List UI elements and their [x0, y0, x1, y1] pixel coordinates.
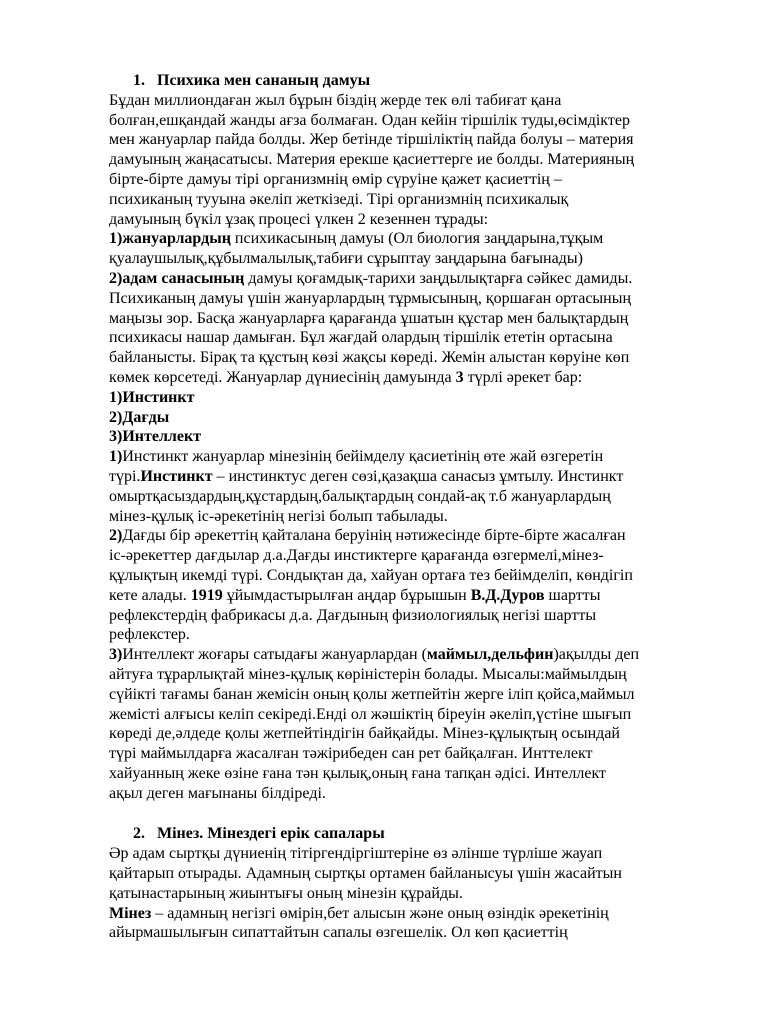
section-1-number: 1. — [133, 72, 145, 89]
skill-text: кете алады. — [109, 586, 191, 604]
text-line: болған,ешқандай жанды ағза болмаған. Одан кейін тіршілік туды,өсімдіктер — [109, 111, 630, 129]
section-1-title: Психика мен сананың дамуы — [157, 72, 371, 89]
intellect-number: 3) — [109, 646, 123, 664]
stage-2-term: 2)адам санасының — [109, 269, 245, 287]
skill-text: ұйымдастырылған аңдар бұрышын — [222, 586, 471, 604]
list-item-label: 1)Инстинкт — [109, 388, 195, 406]
activity-text: көмек көрсетеді. Жануарлар дүниесінің дамуында — [109, 368, 456, 386]
text-line: бірте-бірте дамуы тірі организмнің өмір сүруіне қажет қасиеттің – — [109, 170, 562, 188]
text-line: сүйікті тағамы банан жемісін оның қолы жетпейтін жерге іліп қойса,маймыл — [109, 685, 635, 703]
stage-1-text: психикасының дамуы (Ол биология заңдарына,тұқым — [230, 230, 604, 248]
definition-line — [109, 904, 745, 924]
text-line: Бұдан миллиондаған жыл бұрын біздің жерде тек өлі табиғат қана — [109, 91, 562, 109]
activity-line — [109, 368, 745, 388]
text-line: қатынастарының жиынтығы оның мінезін құрайды. — [109, 884, 463, 902]
list-item — [109, 408, 745, 428]
text-line: түрі маймылдарға жасалған тәжірибеден сан рет байқалған. Инттелект — [109, 745, 593, 763]
text-line: іс-әрекеттер дағдылар д.а.Дағды инстиктерге қарағанда өзгермелі,мінез- — [109, 547, 604, 565]
text-line: рефлекстер. — [109, 626, 190, 644]
list-item — [109, 427, 745, 447]
text-line: айырмашылығын сипаттайтын сапалы өзгешелік. Ол көп қасиеттің — [109, 924, 568, 942]
instinct-text: түрі. — [109, 467, 141, 485]
text-line: хайуанның жеке өзіне ғана тән қылық,оның ғана тапқан әдісі. Интеллект — [109, 764, 606, 782]
text-line: байланысты. Бірақ та құстың көзі жақсы көреді. Жемін алыстан көруіне көп — [109, 349, 630, 367]
skill-text: Дағды бір әрекеттің қайталана беруінің нәтижесінде бірте-бірте жасалған — [122, 527, 626, 545]
instinct-line — [109, 467, 745, 487]
stage-2-text: дамуы қоғамдық-тарихи заңдылықтарға сәйкес дамиды. — [244, 269, 633, 287]
text-line: Әр адам сыртқы дүниенің тітіргендіргіштеріне өз әлінше түрліше жауап — [109, 845, 603, 863]
text-line: қайтарып отырады. Адамның сыртқы ортамен байланысуы үшін жасайтын — [109, 865, 622, 883]
text-line: жемісті алғысы келіп секіреді.Енді ол жәшіктің біреуін әкеліп,үстіне шығып — [109, 705, 632, 723]
list-item-label: 2)Дағды — [109, 408, 170, 426]
text-line: дамуының жаңасатысы. Материя ерекше қасиеттерге ие болды. Материяның — [109, 151, 635, 169]
intellect-examples: маймыл,дельфин — [426, 646, 554, 664]
intellect-text: Интеллект жоғары сатыдағы жануарлардан ( — [122, 646, 427, 664]
instinct-text: – инстинктус деген сөзі,қазақша санасыз ұмтылу. Инстинкт — [212, 467, 624, 485]
skill-year: 1919 — [190, 586, 223, 604]
intellect-line — [109, 645, 745, 665]
activity-text-end: түрлі әрекет бар: — [463, 368, 583, 386]
section-spacer — [109, 803, 745, 824]
text-line: рефлекстердің фабрикасы д.а. Дағдының физиологиялық негізі шартты — [109, 606, 597, 624]
definition-term: Мінез — [109, 904, 152, 922]
text-line: дамуының бүкіл ұзақ процесі үлкен 2 кезеннен тұрады: — [109, 210, 489, 228]
text-line: омыртқасыздардың,құстардың,балықтардың сондай-ақ т.б жануарлардың — [109, 487, 611, 505]
text-line: айтуға тұрарлықтай мінез-құлық көріністерін болады. Мысалы:маймылдың — [109, 665, 627, 683]
instinct-number: 1) — [109, 448, 123, 466]
skill-line — [109, 526, 745, 546]
definition-text: – адамның негізгі өмірін,бет алысын және оның өзіндік әрекетінің — [151, 904, 609, 922]
text-line: ақыл деген мағынаны білдіреді. — [109, 784, 326, 802]
skill-number: 2) — [109, 527, 123, 545]
text-line: Психиканың дамуы үшін жануарлардың тұрмысының, қоршаған ортасының — [109, 289, 632, 307]
instinct-term: Инстинкт — [140, 467, 213, 485]
skill-person-name: В.Д.Дуров — [470, 586, 545, 604]
text-line: мінез-құлық іс-әрекетінің негізі болып табылады. — [109, 507, 448, 525]
skill-text: шартты — [544, 586, 601, 604]
text-line: маңызы зор. Басқа жануарларға қарағанда ұшатын құстар мен балықтардың — [109, 309, 629, 327]
stage-1-line — [109, 229, 745, 249]
text-line: құлықтың икемді түрі. Сондықтан да, хайуан ортаға тез бейімделіп, көндігіп — [109, 566, 633, 584]
instinct-line — [109, 447, 745, 467]
instinct-text: Инстинкт жануарлар мінезінің бейімделу қасиетінің өте жай өзгеретін — [122, 448, 604, 466]
text-line: мен жануарлар пайда болды. Жер бетінде тіршіліктің пайда болуы – материя — [109, 131, 634, 149]
section-1-heading — [109, 71, 745, 91]
document-page — [109, 71, 745, 943]
skill-line — [109, 586, 745, 606]
text-line: психикасы нашар дамыған. Бұл жағдай олардың тіршілік ететін ортасына — [109, 329, 613, 347]
section-2-heading — [109, 824, 745, 844]
section-2-number: 2. — [133, 825, 145, 843]
text-line: қуалаушылық,құбылмалылық,табиғи сұрыптау заңдарына бағынады) — [109, 250, 583, 268]
text-line: көреді де,әлдеде қолы жетпейтіндігін байқайды. Мінез-құлықтың осындай — [109, 725, 620, 743]
list-item-label: 3)Интеллект — [109, 428, 202, 446]
intellect-text: )ақылды деп — [553, 646, 640, 664]
section-2-title: Мінез. Мінездегі ерік сапалары — [157, 825, 385, 843]
stage-2-line — [109, 269, 745, 289]
stage-1-term: 1)жануарлардың — [109, 230, 231, 248]
activity-count: 3 — [455, 368, 464, 386]
list-item — [109, 388, 745, 408]
text-line: психиканың тууына әкеліп жеткізеді. Тірі организмнің психикалық — [109, 190, 569, 208]
